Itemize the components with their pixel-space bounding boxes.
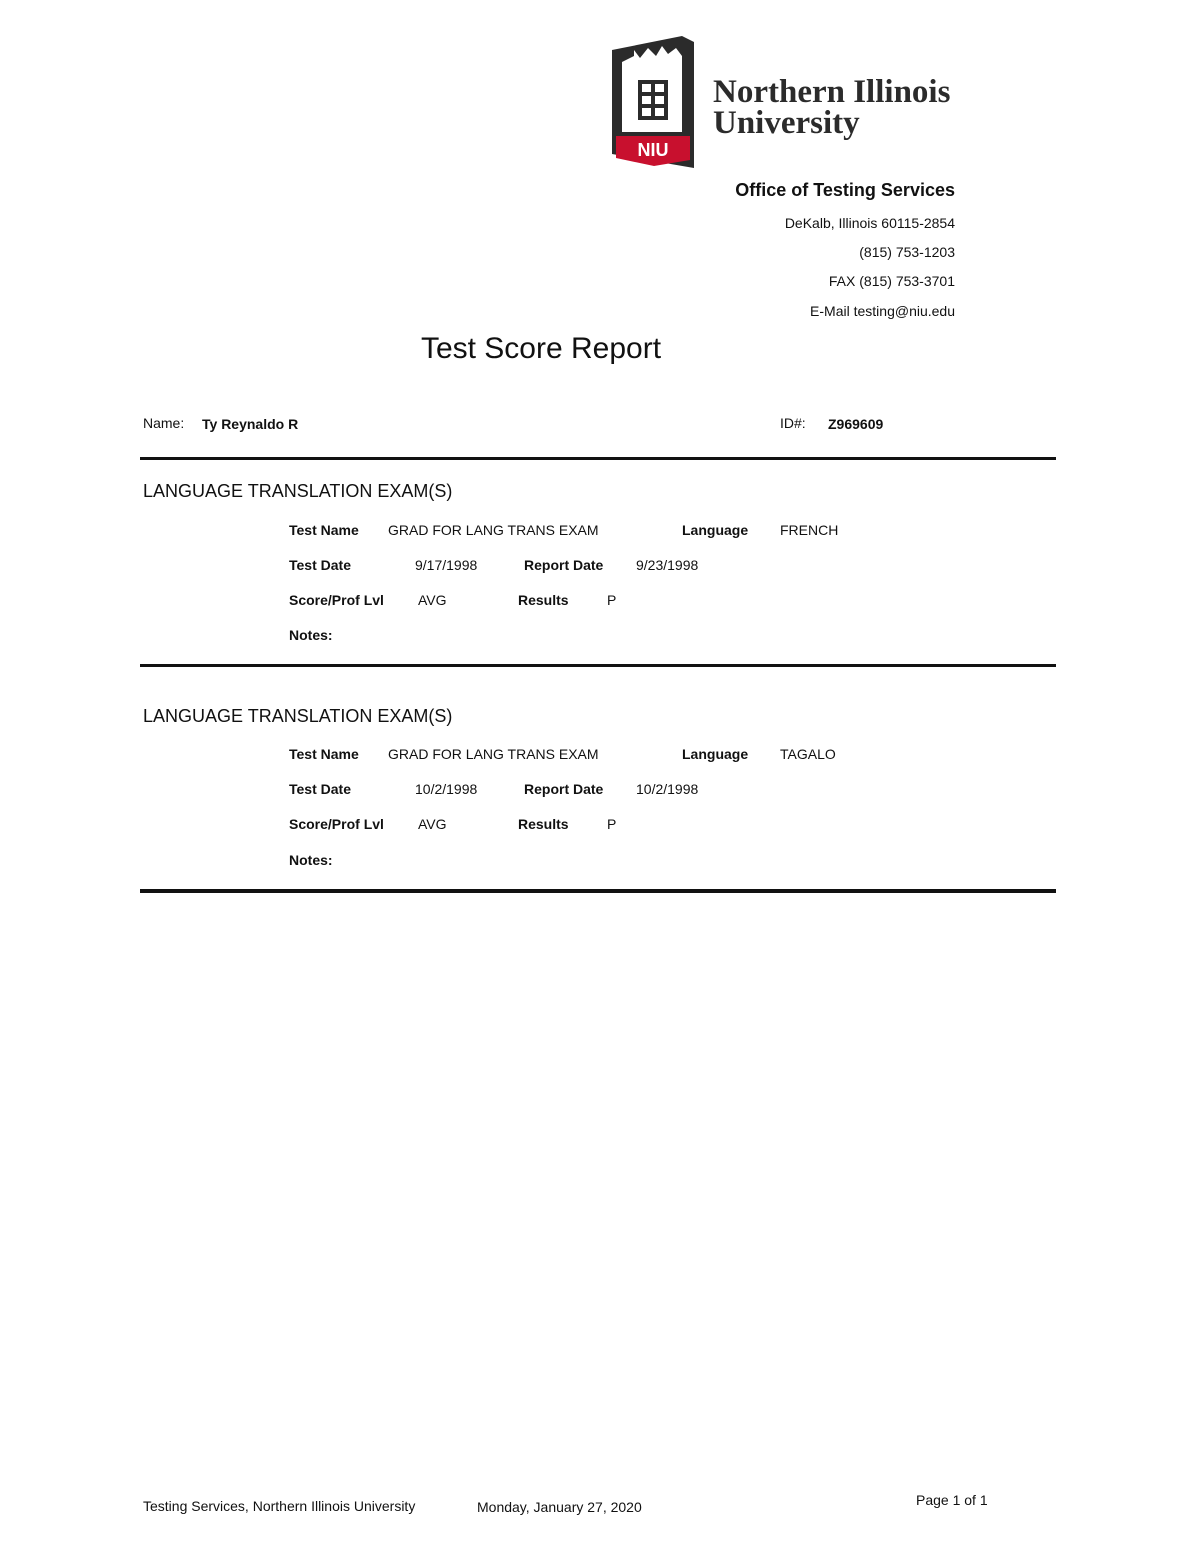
results-value: P	[607, 816, 617, 832]
footer-date: Monday, January 27, 2020	[477, 1499, 642, 1515]
wordmark-line1: Northern Illinois	[713, 74, 951, 110]
report-date-value: 9/23/1998	[636, 557, 699, 573]
report-date-label: Report Date	[524, 557, 604, 573]
name-value: Ty Reynaldo R	[202, 416, 299, 432]
section-title: LANGUAGE TRANSLATION EXAM(S)	[143, 706, 453, 726]
test-date-label: Test Date	[289, 781, 351, 797]
footer-page: Page 1 of 1	[916, 1492, 988, 1508]
notes-label: Notes:	[289, 627, 333, 643]
notes-label: Notes:	[289, 852, 333, 868]
divider	[140, 664, 1056, 667]
score-label: Score/Prof Lvl	[289, 816, 384, 832]
niu-logo-icon	[612, 36, 694, 168]
logo-badge-text: NIU	[637, 140, 669, 160]
office-address: DeKalb, Illinois 60115-2854	[784, 215, 955, 231]
report-date-label: Report Date	[524, 781, 604, 797]
language-value: TAGALO	[780, 746, 836, 762]
results-label: Results	[518, 592, 569, 608]
wordmark-line2: University	[713, 105, 860, 141]
score-label: Score/Prof Lvl	[289, 592, 384, 608]
language-label: Language	[682, 746, 749, 762]
test-date-value: 9/17/1998	[415, 557, 478, 573]
divider	[140, 889, 1056, 893]
test-name-value: GRAD FOR LANG TRANS EXAM	[388, 746, 599, 762]
id-value: Z969609	[828, 416, 884, 432]
test-date-value: 10/2/1998	[415, 781, 478, 797]
test-name-value: GRAD FOR LANG TRANS EXAM	[388, 522, 599, 538]
office-fax: FAX (815) 753-3701	[828, 273, 955, 289]
office-email: E-Mail testing@niu.edu	[810, 303, 955, 319]
page-title: Test Score Report	[420, 332, 662, 365]
test-date-label: Test Date	[289, 557, 351, 573]
name-label: Name:	[143, 415, 185, 431]
test-name-label: Test Name	[289, 746, 359, 762]
office-title: Office of Testing Services	[735, 180, 955, 200]
language-value: FRENCH	[780, 522, 839, 538]
results-value: P	[607, 592, 617, 608]
score-value: AVG	[418, 816, 447, 832]
office-phone: (815) 753-1203	[859, 244, 955, 260]
score-value: AVG	[418, 592, 447, 608]
language-label: Language	[682, 522, 749, 538]
test-name-label: Test Name	[289, 522, 359, 538]
results-label: Results	[518, 816, 569, 832]
university-wordmark	[713, 74, 951, 141]
section-title: LANGUAGE TRANSLATION EXAM(S)	[143, 481, 453, 501]
footer-org: Testing Services, Northern Illinois University	[143, 1498, 416, 1514]
report-date-value: 10/2/1998	[636, 781, 699, 797]
id-label: ID#:	[780, 415, 806, 431]
divider	[140, 457, 1056, 460]
